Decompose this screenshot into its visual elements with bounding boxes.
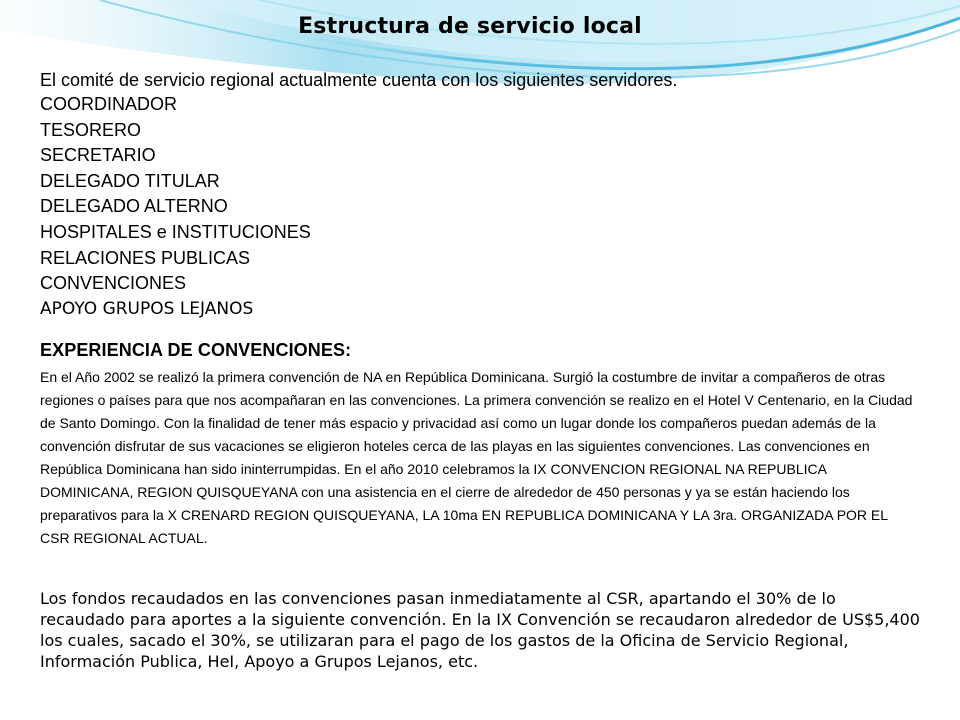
role-item: COORDINADOR <box>40 94 178 114</box>
role-item: HOSPITALES e INSTITUCIONES <box>40 221 311 242</box>
role-item: TESORERO <box>40 119 142 140</box>
slide-title: Estructura de servicio local <box>298 14 642 39</box>
experience-paragraph: En el Año 2002 se realizó la primera convención de NA en República Dominicana. Surgió la costumbre de invitar a compañeros de otras regiones o países para que nos acompañaran en las convenciones. La primera convención se realizo en el Hotel V Centenario, en la Ciudad de Santo Domingo. Con la finalidad de tener más espacio y privacidad así como un lugar donde los compañeros puedan además de la convención disfrutar de sus vacaciones se eligieron hoteles cerca de las playas en las siguientes convenciones. Las convenciones en República Dominicana han sido ininterrumpidas. En el año 2010 celebramos la IX CONVENCION REGIONAL NA REPUBLICA DOMINICANA, REGION QUISQUEYANA con una asistencia en el cierre de alrededor de 450 personas y ya se están haciendo los preparativos para la X CRENARD REGION QUISQUEYANA, LA 10ma EN REPUBLICA DOMINICANA Y LA 3ra. ORGANIZADA POR EL CSR REGIONAL ACTUAL. <box>40 369 913 546</box>
role-item: DELEGADO ALTERNO <box>40 196 228 217</box>
funds-paragraph: Los fondos recaudados en las convenciones pasan inmediatamente al CSR, apartando el 30% de lo recaudado para aportes a la siguiente convención. En la IX Convención se recaudaron alrededor de US$5,400 los cuales, sacado el 30%, se utilizaran para el pago de los gastos de la Oficina de Servicio Regional, Información Publica, HeI, Apoyo a Grupos Lejanos, etc. <box>40 589 920 671</box>
role-item: APOYO GRUPOS LEJANOS <box>40 298 254 319</box>
role-item: RELACIONES PUBLICAS <box>40 247 251 268</box>
role-item: CONVENCIONES <box>40 273 187 294</box>
role-item: DELEGADO TITULAR <box>40 170 220 191</box>
intro-text: El comité de servicio regional actualmente cuenta con los siguientes servidores. <box>40 70 678 90</box>
roles-list <box>40 92 311 322</box>
role-item: SECRETARIO <box>40 145 156 166</box>
experience-heading: EXPERIENCIA DE CONVENCIONES: <box>40 340 352 360</box>
